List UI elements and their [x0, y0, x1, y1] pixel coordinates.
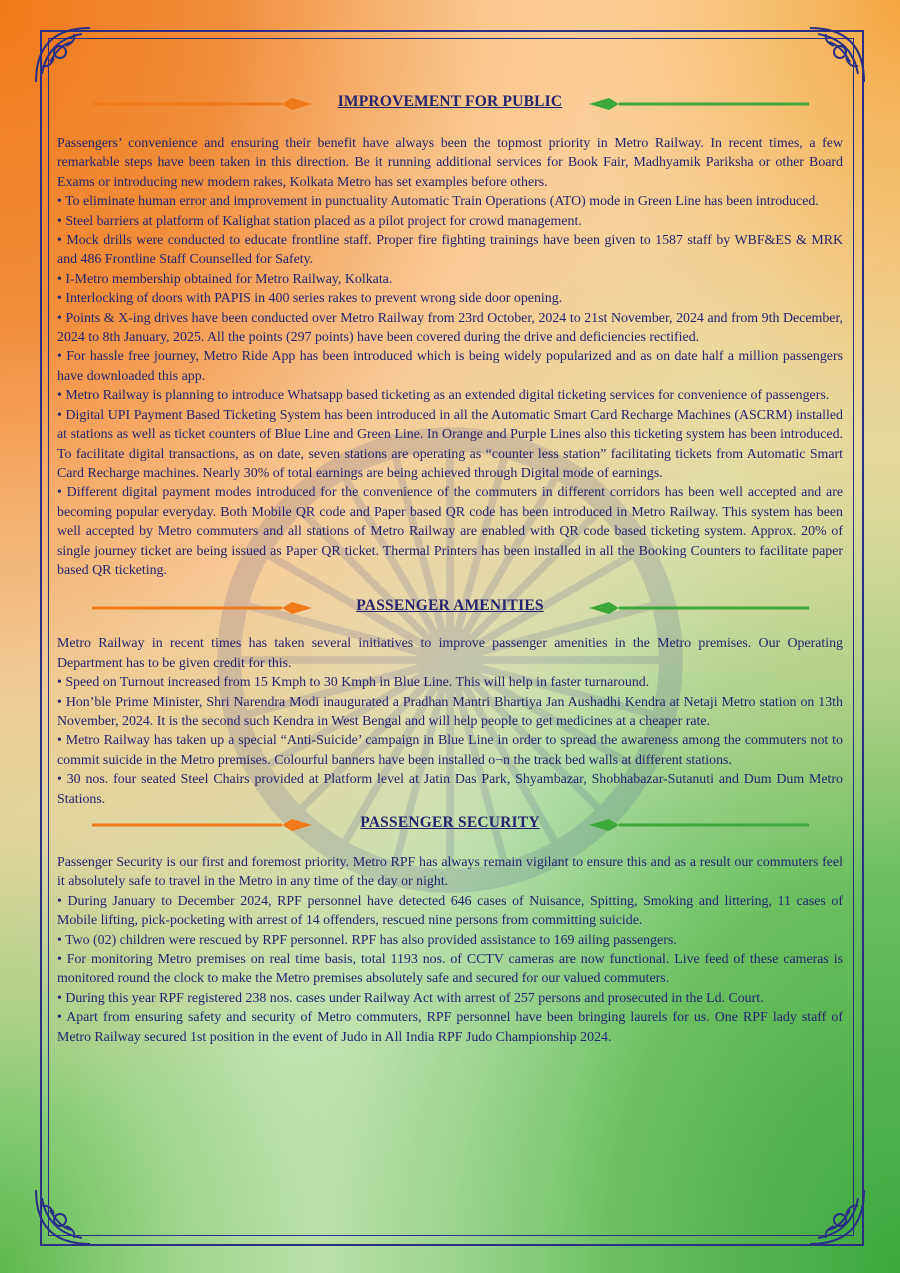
list-item: • Two (02) children were rescued by RPF personnel. RPF has also provided assistance to 169 ailing passengers.: [57, 932, 677, 948]
section-intro: Passenger Security is our first and foremost priority. Metro RPF has always remain vigilant to ensure this and as a result our commuters feel it absolutely safe to travel in the Metro in any time of the day or night.: [57, 855, 843, 890]
list-item: • For hassle free journey, Metro Ride App has been introduced which is being widely popularized and as on date half a million passengers have downloaded this app.: [57, 349, 843, 384]
list-item: • Different digital payment modes introduced for the convenience of the commuters in different corridors has been well accepted and are becoming popular everyday. Both Mobile QR code and Paper based QR code has been introduced in Metro Railway. This system has been well accepted by Metro commuters and all stations of Metro Railway are enabled with QR code based ticketing system. Approx. 20% of single journey ticket are being issued as Paper QR ticket. Thermal Printers has been installed in all the Booking Counters to facilitate paper based QR ticketing.: [57, 485, 843, 578]
section-header-improvement: [57, 92, 843, 118]
section-header-security: [57, 813, 843, 839]
list-item: • Interlocking of doors with PAPIS in 400 series rakes to prevent wrong side door opening.: [57, 291, 563, 307]
section-title: PASSENGER AMENITIES: [356, 597, 544, 615]
list-item: • Hon’ble Prime Minister, Shri Narendra Modi inaugurated a Pradhan Mantri Bhartiya Jan Aushadhi Kendra at Netaji Metro station on 13th November, 2024. It is the second such Kendra in West Bengal and will help people to get medicines at a cheaper rate.: [57, 694, 843, 729]
list-item: • I-Metro membership obtained for Metro Railway, Kolkata.: [57, 271, 393, 287]
document-body: [57, 92, 843, 1047]
section-title: IMPROVEMENT FOR PUBLIC: [337, 93, 563, 110]
section-title: PASSENGER SECURITY: [360, 814, 540, 831]
list-item: • To eliminate human error and improvement in punctuality Automatic Train Operations (ATO) mode in Green Line has been introduced.: [57, 194, 819, 210]
list-item: • Speed on Turnout increased from 15 Kmph to 30 Kmph in Blue Line. This will help in faster turnaround.: [57, 675, 650, 691]
corner-ornament-icon: [30, 22, 100, 92]
list-item: • For monitoring Metro premises on real time basis, total 1193 nos. of CCTV cameras are now functional. Live feed of these cameras is monitored round the clock to make the Metro premises absolutely safe and secured for our valued commuters.: [57, 952, 843, 987]
list-item: • Steel barriers at platform of Kalighat station placed as a pilot project for crowd management.: [57, 213, 582, 229]
corner-ornament-icon: [30, 1180, 100, 1250]
green-divider-icon: [589, 598, 809, 618]
corner-ornament-icon: [800, 1180, 870, 1250]
corner-ornament-icon: [800, 22, 870, 92]
green-divider-icon: [589, 815, 809, 835]
section-intro: Metro Railway in recent times has taken several initiatives to improve passenger amenities in the Metro premises. Our Operating Department has to be given credit for this.: [57, 636, 843, 671]
list-item: • Points & X-ing drives have been conducted over Metro Railway from 23rd October, 2024 to 21st November, 2024 and from 9th December, 2024 to 8th January, 2025. All the points (297 points) have been covered during the drive and deficiencies rectified.: [57, 310, 843, 346]
list-item: • During January to December 2024, RPF personnel have detected 646 cases of Nuisance, Spitting, Smoking and littering, 11 cases of Mobile lifting, pick-pocketing with arrest of 14 offenders, rescued nine persons from committing suicide.: [57, 893, 843, 929]
list-item: • Mock drills were conducted to educate frontline staff. Proper fire fighting trainings have been given to 1587 staff by WBF&ES & MRK and 486 Frontline Staff Counselled for Safety.: [57, 233, 843, 268]
list-item: • 30 nos. four seated Steel Chairs provided at Platform level at Jatin Das Park, Shyambazar, Shobhabazar-Sutanuti and Dum Dum Metro Stations.: [57, 772, 843, 807]
list-item: • Digital UPI Payment Based Ticketing System has been introduced in all the Automatic Smart Card Recharge Machines (ASCRM) installed at stations as well as ticket counters of Blue Line and Green Line. In Orange and Purple Lines also this ticketing system has been introduced. To facilitate digital transactions, as on date, seven stations are operating as “counter less station” facilitating tickets from Automatic Smart Card Recharge machines. Nearly 30% of total earnings are being achieved through Digital mode of earnings.: [57, 407, 843, 481]
green-divider-icon: [589, 94, 809, 114]
list-item: • Metro Railway has taken up a special “Anti-Suicide’ campaign in Blue Line in order to spread the awareness among the commuters not to commit suicide in the Metro premises. Colourful banners have been installed o¬n the track bed walls at different stations.: [57, 733, 843, 768]
section-intro: Passengers’ convenience and ensuring their benefit have always been the topmost priority in Metro Railway. In recent times, a few remarkable steps have been taken in this direction. Be it running additional services for Book Fair, Madhyamik Pariksha or other Board Exams or introducing new modern rakes, Kolkata Metro has set examples before others.: [57, 136, 843, 190]
list-item: • During this year RPF registered 238 nos. cases under Railway Act with arrest of 257 persons and prosecuted in the Ld. Court.: [57, 990, 764, 1006]
list-item: • Apart from ensuring safety and security of Metro commuters, RPF personnel have been bringing laurels for us. One RPF lady staff of Metro Railway secured 1st position in the event of Judo in All India RPF Judo Championship 2024.: [57, 1010, 843, 1045]
section-header-amenities: [57, 596, 843, 622]
list-item: • Metro Railway is planning to introduce Whatsapp based ticketing as an extended digital ticketing services for convenience of passengers.: [57, 388, 830, 404]
